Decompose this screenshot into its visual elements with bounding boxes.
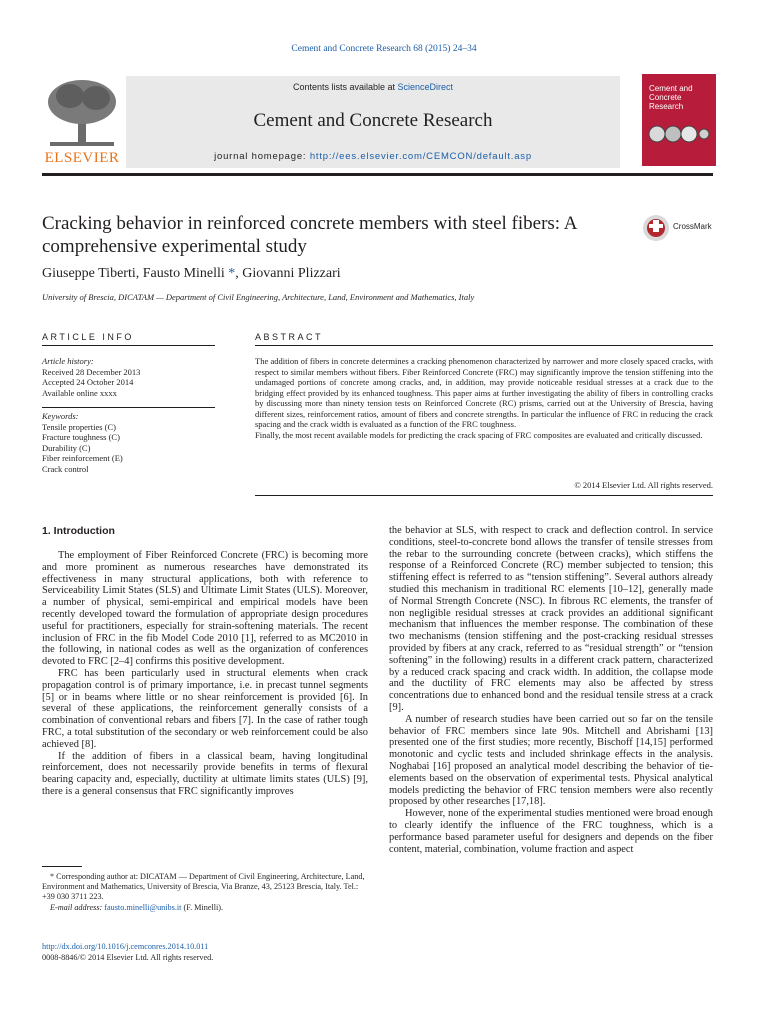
history-online: Available online xxxx — [42, 387, 117, 398]
body-paragraph: The employment of Fiber Reinforced Concrete (FRC) is becoming more and more prominent as numerous researches have demonstrated its effectiveness in many structural applications, both with reference to Serviceability Limit States (SLS) and Ultimate Limit States (ULS). Moreover, a number of physical, semi-empirical and empirical models have been recently developed toward the formulation of appropriate design procedures useful for practitioners, especially for strain-softening materials. The recent inclusion of FRC in the fib Model Code 2010 [1], referred to as MC2010 in the following, in national codes as well as the organization of conferences devoted to FRC [2–4] confirms this positive development. — [42, 550, 368, 668]
body-paragraph: If the addition of fibers in a classical beam, having longitudinal reinforcement, does not necessarily provide benefits in terms of flexural bearing capacity and, especially, ductility at ultimate limits states (ULS) [9], there is a general consensus that FRC significantly improves — [42, 750, 368, 797]
body-paragraph: FRC has been particularly used in structural elements when crack propagation control is of primary importance, i.e. in precast tunnel segments [5] or in beams where little or no shear reinforcement is provided [6]. In several of these applications, the reinforcement generally consists of a combination of conventional rebars and fibers [7]. In the case of rather tough FRC, a total substitution of the secondary or web reinforcement could be also achieved [8]. — [42, 667, 368, 750]
footnote-rule — [42, 866, 82, 867]
keywords-rule — [42, 407, 215, 408]
body-column-left — [42, 550, 368, 798]
email-suffix: (F. Minelli). — [181, 902, 224, 912]
history-accepted: Accepted 24 October 2014 — [42, 377, 134, 387]
email-label: E-mail address: — [50, 902, 105, 912]
body-column-right — [389, 525, 713, 855]
author-list — [42, 266, 341, 282]
homepage-prefix: journal homepage: — [214, 151, 310, 162]
article-info-rule — [42, 345, 215, 346]
homepage-link[interactable]: http://ees.elsevier.com/CEMCON/default.asp — [309, 151, 532, 162]
crossmark-badge[interactable] — [642, 213, 714, 243]
title-line-1: Cracking behavior in reinforced concrete members with steel fibers: A — [42, 213, 578, 234]
journal-name: Cement and Concrete Research — [253, 110, 493, 131]
publisher-name: ELSEVIER — [44, 150, 120, 166]
journal-homepage — [126, 151, 620, 162]
crossmark-label: CrossMark — [673, 222, 712, 231]
authors-part-2: , Giovanni Plizzari — [235, 266, 341, 281]
abstract-paragraph-2: Finally, the most recent available models for predicting the crack spacing of FRC composites are evaluated and critically discussed. — [255, 429, 703, 440]
doi-link[interactable]: http://dx.doi.org/10.1016/j.cemconres.2014.10.011 — [42, 942, 209, 951]
abstract-heading: ABSTRACT — [255, 332, 324, 342]
cover-title: Cement and Concrete Research — [649, 84, 693, 111]
affiliation: University of Brescia, DICATAM — Department of Civil Engineering, Architecture, Land, Environment and Mathematics, Italy — [42, 292, 475, 302]
body-paragraph: However, none of the experimental studies mentioned were broad enough to clearly identify the influence of the FRC toughness, which is a performance based parameter useful for designers and depends on the fiber content, material, combination, volume fraction and aspect — [389, 808, 713, 855]
corresponding-author-mark[interactable]: * — [228, 266, 236, 281]
body-paragraph: A number of research studies have been carried out so far on the tensile behavior of FRC members since late 90s. Mitchell and Abrishami [13] presented one of the first studies; more recently, Bischoff [14,15] performed monotonic and cyclic tests and included shrinkage effects in the analysis. Noghabai [16] proposed an analytical model describing the behavior of tie-elements based on the observation of experimental tests. Physical analytical models predicting the behavior of FRC tension members were also recently proposed by other researches [17,18]. — [389, 713, 713, 808]
issn-line: 0008-8846/© 2014 Elsevier Ltd. All rights reserved. — [42, 953, 214, 962]
keyword-item: Crack control — [42, 463, 89, 474]
history-label: Article history: — [42, 356, 94, 366]
article-title — [42, 212, 622, 258]
abstract-rule-top — [255, 345, 713, 346]
keyword-item: Tensile properties (C) — [42, 421, 116, 432]
crossmark-icon — [642, 214, 670, 242]
keyword-item: Fracture toughness (C) — [42, 432, 120, 442]
keyword-item: Durability (C) — [42, 442, 91, 453]
keyword-item: Fiber reinforcement (E) — [42, 453, 123, 463]
sciencedirect-link[interactable]: ScienceDirect — [397, 82, 454, 92]
title-line-2: comprehensive experimental study — [42, 236, 307, 257]
email-link[interactable]: fausto.minelli@unibs.it — [104, 902, 182, 912]
contents-prefix: Contents lists available at — [292, 82, 398, 92]
abstract-copyright: © 2014 Elsevier Ltd. All rights reserved. — [574, 480, 713, 490]
footnote — [42, 872, 372, 913]
bottom-info — [42, 941, 213, 963]
authors-part-1: Giuseppe Tiberti, Fausto Minelli — [42, 266, 229, 281]
corresponding-author-note: * Corresponding author at: DICATAM — Department of Civil Engineering, Architecture, Land, Environment and Mathematics, University of Brescia, Via Branze, 43, 25123 Brescia, Italy. Tel.: +39 030 3711 223. — [42, 872, 365, 902]
header-divider — [42, 173, 713, 176]
journal-reference-link[interactable]: Cement and Concrete Research 68 (2015) 24–34 — [291, 44, 477, 54]
contents-line — [126, 82, 620, 92]
article-info-heading: ARTICLE INFO — [42, 332, 134, 342]
keywords-block — [42, 411, 215, 474]
abstract-text — [255, 356, 713, 440]
abstract-rule-bottom — [255, 495, 713, 496]
keywords-label: Keywords: — [42, 411, 79, 421]
article-history — [42, 356, 215, 398]
history-received: Received 28 December 2013 — [42, 366, 141, 377]
section-heading-introduction: 1. Introduction — [42, 525, 115, 537]
body-paragraph: the behavior at SLS, with respect to crack and deflection control. In service conditions, steel-to-concrete bond allows the transfer of tensile stresses from the rebar to the surrounding concrete (between cracks), which stiffens the response of a Reinforced Concrete (RC) member subjected to tension; this stiffening effect is referred to as “tension stiffening”. Several authors already studied this mechanism in traditional RC elements [10–12], generally made of Normal Strength Concrete (NSC). In fibrous RC elements, the transfer of non negligible residual stresses at crack provides an additional significant mechanism that influences the member response. The combination of these two mechanisms (tension stiffening and the post-cracking residual stresses provided by fibers at any crack, referred to as “residual strength” or “tension softening” in the following) results in a different crack pattern, characterized by a reduced crack spacing and crack width. In addition, the collapse mode and the ductility of FRC elements may also be affected by stress concentrations due to enhanced bond and the residual tensile stress at a crack [9]. — [389, 525, 713, 713]
abstract-paragraph-1: The addition of fibers in concrete determines a cracking phenomenon characterized by narrower and more closely spaced cracks, with respect to similar members without fibers. Fiber Reinforced Concrete (FRC) may significantly improve the tension stiffening into the undamaged portions of concrete among cracks, and, in addition, may provide noticeable residual stresses at a crack due to the bridging effect provided by its enhanced toughness. This paper aims at further investigating the ability of fibers in controlling cracks by discussing more than ninety tension tests on Reinforced Concrete (RC) prisms, carried out at the University of Brescia, having different sizes, reinforcement ratios, amount of fibers and concrete strengths. In particular the influence of FRC in reducing the crack spacing and the crack width is evaluated as a function of the FRC toughness. — [255, 356, 713, 429]
